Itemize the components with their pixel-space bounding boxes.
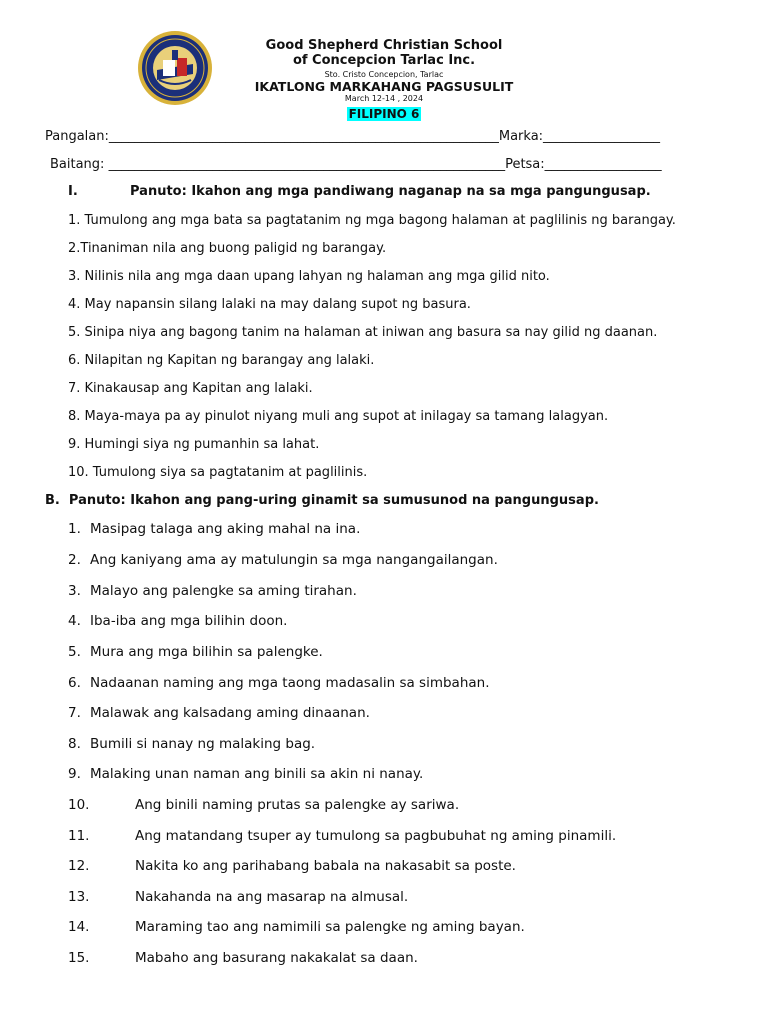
section-2-item: 4. Iba-iba ang mga bilihin doon. <box>68 613 288 629</box>
section-1-title <box>68 184 651 199</box>
name-score-field: Pangalan:____________________________________________________________Marka:__________________ <box>45 129 661 144</box>
section-2-item: 13. Nakahanda na ang masarap na almusal. <box>68 889 409 905</box>
subject-label: FILIPINO 6 <box>348 107 420 121</box>
section-2-item: 14. Maraming tao ang namimili sa palengke ng aming bayan. <box>68 919 525 935</box>
school-name-line1: Good Shepherd Christian School <box>265 38 503 53</box>
section-1-item: 1. Tumulong ang mga bata sa pagtatanim ng mga bagong halaman at paglilinis ng barangay. <box>68 213 676 228</box>
section-2-item: 6. Nadaanan naming ang mga taong madasalin sa simbahan. <box>68 675 490 691</box>
exam-date: March 12-14 , 2024 <box>344 94 424 103</box>
section-1-item: 9. Humingi siya ng pumanhin sa lahat. <box>68 437 320 452</box>
section-1-item: 3. Nilinis nila ang mga daan upang lahyan ng halaman ang mga gilid nito. <box>68 269 550 284</box>
section-1-item: 6. Nilapitan ng Kapitan ng barangay ang lalaki. <box>68 353 375 368</box>
section-2-item: 7. Malawak ang kalsadang aming dinaanan. <box>68 705 370 721</box>
section-2-item: 10. Ang binili naming prutas sa palengke ay sariwa. <box>68 797 460 813</box>
section-1-item: 2.Tinaniman nila ang buong paligid ng barangay. <box>68 241 387 256</box>
section-2-item: 11. Ang matandang tsuper ay tumulong sa pagbubuhat ng aming pinamili. <box>68 828 617 844</box>
section-2-item: 5. Mura ang mga bilihin sa palengke. <box>68 644 323 660</box>
section-2-item: 1. Masipag talaga ang aking mahal na ina. <box>68 521 361 537</box>
grade-date-field: Baitang: _____________________________________________________________Petsa:__________________ <box>50 157 662 172</box>
school-address: Sto. Cristo Concepcion, Tarlac <box>324 70 444 79</box>
section-1-item: 10. Tumulong siya sa pagtatanim at paglilinis. <box>68 465 368 480</box>
section-2-item: 12. Nakita ko ang parihabang babala na nakasabit sa poste. <box>68 858 516 874</box>
document-header <box>200 38 568 122</box>
exam-title: IKATLONG MARKAHANG PAGSUSULIT <box>254 79 514 94</box>
section-1-number: I. <box>68 184 78 199</box>
section-2-item: 2. Ang kaniyang ama ay matulungin sa mga nangangailangan. <box>68 552 498 568</box>
section-2-item: 3. Malayo ang palengke sa aming tirahan. <box>68 583 357 599</box>
section-2-item: 8. Bumili si nanay ng malaking bag. <box>68 736 316 752</box>
section-1-item: 8. Maya-maya pa ay pinulot niyang muli ang supot at inilagay sa tamang lalagyan. <box>68 409 609 424</box>
school-name-line2: of Concepcion Tarlac Inc. <box>292 53 476 68</box>
section-2-item: 9. Malaking unan naman ang binili sa akin ni nanay. <box>68 766 424 782</box>
section-1-item: 7. Kinakausap ang Kapitan ang lalaki. <box>68 381 313 396</box>
section-1-item: 5. Sinipa niya ang bagong tanim na halaman at iniwan ang basura sa nay gilid ng daanan. <box>68 325 658 340</box>
section-2-title: B. Panuto: Ikahon ang pang-uring ginamit sa sumusunod na pangungusap. <box>45 493 599 508</box>
section-1-item: 4. May napansin silang lalaki na may dalang supot ng basura. <box>68 297 471 312</box>
section-1-instruction: Panuto: Ikahon ang mga pandiwang naganap na sa mga pangungusap. <box>130 184 651 199</box>
section-2-item: 15. Mabaho ang basurang nakakalat sa daan. <box>68 950 418 966</box>
